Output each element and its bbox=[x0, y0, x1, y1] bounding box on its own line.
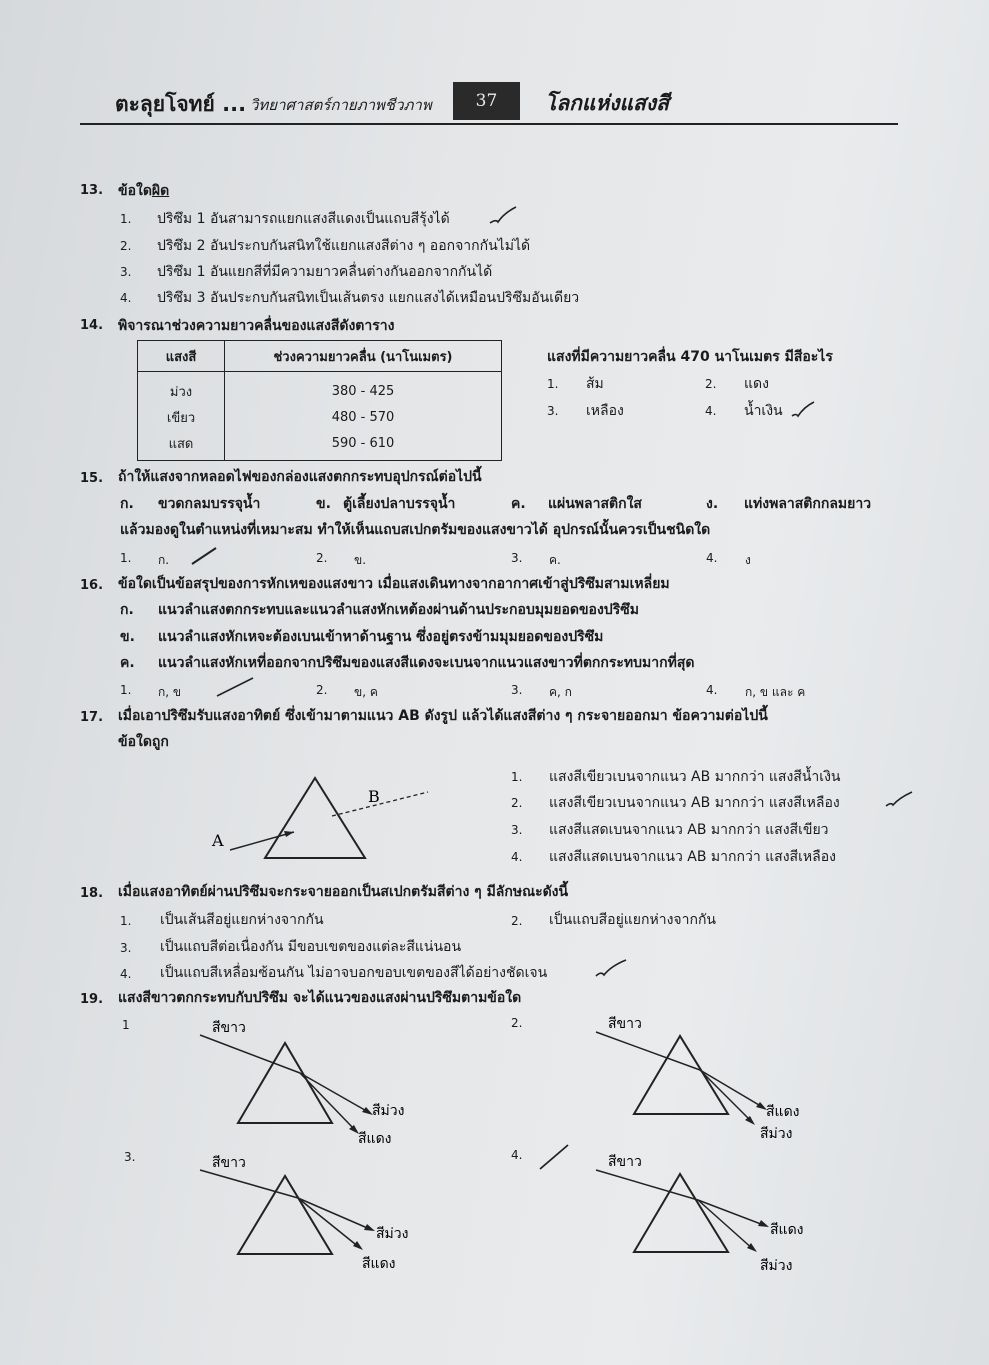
q13-option-number: 3. bbox=[120, 265, 132, 279]
table-cell: 380 - 425 bbox=[225, 372, 502, 405]
checkmark-icon bbox=[538, 1143, 570, 1171]
q15-text: ถ้าให้แสงจากหลอดไฟของกล่องแสงตกกระทบอุปกรณ์ต่อไปนี้ bbox=[118, 469, 482, 485]
q17-option-text: แสงสีแสดเบนจากแนว AB มากกว่า แสงสีเหลือง bbox=[549, 849, 836, 865]
book-title: ตะลุยโจทย์ ... bbox=[115, 92, 247, 116]
table-cell: 480 - 570 bbox=[225, 404, 502, 430]
q18-text: เมื่อแสงอาทิตย์ผ่านปริซึมจะกระจายออกเป็นสเปกตรัมสีต่าง ๆ มีลักษณะดังนี้ bbox=[118, 884, 569, 900]
q16-item-text: แนวลำแสงหักเหจะต้องเบนเข้าหาด้านฐาน ซึ่งอยู่ตรงข้ามมุมยอดของปริซึม bbox=[158, 629, 604, 645]
q13-option-number: 4. bbox=[120, 291, 132, 305]
q16-option-number: 4. bbox=[706, 683, 718, 697]
q17-text-2: ข้อใดถูก bbox=[118, 734, 169, 750]
page-number: 37 bbox=[453, 82, 520, 120]
upper-ray-label: สีแดง bbox=[770, 1222, 804, 1238]
arrow-icon bbox=[284, 831, 294, 837]
table-row bbox=[138, 372, 502, 405]
q15-option-text: ค. bbox=[549, 553, 561, 567]
upper-ray-label: สีแดง bbox=[766, 1104, 800, 1120]
table-cell: เขียว bbox=[138, 404, 225, 430]
white-light-ray bbox=[200, 1035, 300, 1073]
white-light-label: สีขาว bbox=[212, 1020, 246, 1036]
q14-text: พิจารณาช่วงความยาวคลื่นของแสงสีดังตาราง bbox=[118, 318, 395, 334]
q15-item-label: ค. bbox=[511, 496, 526, 512]
q13-option-text: ปริซึม 1 อันสามารถแยกแสงสีแดงเป็นแถบสีรุ้งได้ bbox=[157, 211, 450, 227]
q16-number: 16. bbox=[80, 578, 104, 593]
checkmark-icon bbox=[190, 546, 218, 568]
q16-item-label: ก. bbox=[120, 602, 134, 618]
q16-item-text: แนวลำแสงหักเหที่ออกจากปริซึมของแสงสีแดงจะเบนจากแนวแสงขาวที่ตกกระทบมากที่สุด bbox=[158, 655, 695, 671]
q15-item-label: ง. bbox=[706, 496, 719, 512]
q15-option-number: 1. bbox=[120, 551, 132, 565]
q16-option-number: 3. bbox=[511, 683, 523, 697]
q16-option-number: 2. bbox=[316, 683, 328, 697]
q15-item-text: ขวดกลมบรรจุน้ำ bbox=[158, 496, 261, 512]
label-b: B bbox=[368, 787, 380, 806]
arrow-icon bbox=[353, 1241, 363, 1250]
q15-option-text: ก. bbox=[158, 553, 170, 567]
checkmark-icon bbox=[215, 676, 255, 698]
checkmark-icon bbox=[488, 205, 518, 227]
prism-triangle bbox=[265, 778, 365, 858]
q17-number: 17. bbox=[80, 710, 104, 725]
q17-option-text: แสงสีเขียวเบนจากแนว AB มากกว่า แสงสีเหลือง bbox=[549, 795, 840, 811]
q17-option-number: 2. bbox=[511, 796, 523, 810]
table-row bbox=[138, 404, 502, 430]
q15-option-text: ข. bbox=[354, 553, 367, 567]
white-light-label: สีขาว bbox=[212, 1155, 246, 1171]
upper-ray-label: สีม่วง bbox=[372, 1103, 405, 1119]
lower-ray bbox=[298, 1198, 360, 1248]
prism-figure-2 bbox=[590, 1010, 840, 1145]
white-light-ray bbox=[200, 1170, 298, 1198]
upper-ray bbox=[298, 1198, 372, 1230]
checkmark-icon bbox=[594, 958, 628, 980]
q13-option-text: ปริซึม 3 อันประกบกันสนิทเป็นเส้นตรง แยกแสงได้เหมือนปริซึมอันเดียว bbox=[157, 290, 580, 306]
q14-option-number: 3. bbox=[547, 404, 559, 418]
q17-option-number: 3. bbox=[511, 823, 523, 837]
q18-option-text: เป็นแถบสีต่อเนื่องกัน มีขอบเขตของแต่ละสีแน่นอน bbox=[160, 939, 462, 955]
q17-option-number: 4. bbox=[511, 850, 523, 864]
q14-option-number: 2. bbox=[705, 377, 717, 391]
upper-ray bbox=[300, 1073, 370, 1113]
q18-option-text: เป็นแถบสีเหลื่อมซ้อนกัน ไม่อาจบอกขอบเขตของสีได้อย่างชัดเจน bbox=[160, 965, 548, 981]
table-header: แสงสี bbox=[138, 341, 225, 372]
q18-option-number: 4. bbox=[120, 967, 132, 981]
q18-option-number: 1. bbox=[120, 914, 132, 928]
q14-option-text: เหลือง bbox=[586, 403, 624, 419]
q18-number: 18. bbox=[80, 886, 104, 901]
subject-title: วิทยาศาสตร์กายภาพชีวภาพ bbox=[250, 96, 432, 114]
q17-option-number: 1. bbox=[511, 770, 523, 784]
upper-ray-label: สีม่วง bbox=[376, 1226, 409, 1242]
wavelength-table bbox=[137, 340, 502, 461]
q18-option-text: เป็นแถบสีอยู่แยกห่างจากกัน bbox=[549, 912, 717, 928]
q18-option-number: 3. bbox=[120, 941, 132, 955]
q14-question: แสงที่มีความยาวคลื่น 470 นาโนเมตร มีสีอะไร bbox=[547, 349, 833, 365]
q13-number: 13. bbox=[80, 183, 104, 198]
q17-text: เมื่อเอาปริซึมรับแสงอาทิตย์ ซึ่งเข้ามาตามแนว AB ดังรูป แล้วได้แสงสีต่าง ๆ กระจายออกมา ข้อความต่อไปนี้ bbox=[118, 708, 768, 724]
q13-option-number: 1. bbox=[120, 212, 132, 226]
q14-option-number: 1. bbox=[547, 377, 559, 391]
header-divider bbox=[80, 123, 898, 125]
q19-figure-number: 4. bbox=[511, 1148, 523, 1162]
incident-ray bbox=[230, 832, 294, 850]
table-cell: ม่วง bbox=[138, 372, 225, 405]
arrow-icon bbox=[758, 1220, 769, 1227]
white-light-label: สีขาว bbox=[608, 1154, 642, 1170]
q18-option-number: 2. bbox=[511, 914, 523, 928]
prism-diagram bbox=[200, 770, 440, 870]
prism-figure-3 bbox=[190, 1150, 440, 1280]
q15-item-text: แท่งพลาสติกกลมยาว bbox=[744, 496, 872, 512]
q15-option-text: ง bbox=[745, 553, 751, 567]
table-row bbox=[138, 430, 502, 461]
q16-item-label: ค. bbox=[120, 655, 135, 671]
table-cell: แสด bbox=[138, 430, 225, 461]
table-cell: 590 - 610 bbox=[225, 430, 502, 461]
q15-item-label: ข. bbox=[316, 496, 331, 512]
q16-option-text: ข, ค bbox=[354, 685, 378, 699]
white-light-ray bbox=[596, 1032, 700, 1070]
q14-number: 14. bbox=[80, 318, 104, 333]
lower-ray bbox=[698, 1200, 754, 1250]
prism-figure-4 bbox=[590, 1148, 840, 1283]
q17-option-text: แสงสีแสดเบนจากแนว AB มากกว่า แสงสีเขียว bbox=[549, 822, 829, 838]
q15-item-label: ก. bbox=[120, 496, 134, 512]
q15-text-2: แล้วมองดูในตำแหน่งที่เหมาะสม ทำให้เห็นแถบสเปกตรัมของแสงขาวได้ อุปกรณ์นั้นควรเป็นชนิดใด bbox=[120, 522, 711, 538]
q19-figure-number: 2. bbox=[511, 1016, 523, 1030]
lower-ray-label: สีม่วง bbox=[760, 1258, 793, 1274]
white-light-ray bbox=[596, 1170, 698, 1200]
arrow-icon bbox=[364, 1224, 375, 1231]
q16-option-text: ก, ข และ ค bbox=[745, 685, 806, 699]
q14-option-number: 4. bbox=[705, 404, 717, 418]
q16-item-text: แนวลำแสงตกกระทบและแนวลำแสงหักเหต้องผ่านด้านประกอบมุมยอดของปริซึม bbox=[158, 602, 639, 618]
q16-option-number: 1. bbox=[120, 683, 132, 697]
q16-option-text: ก, ข bbox=[158, 685, 182, 699]
q14-option-text: ส้ม bbox=[586, 376, 604, 392]
q16-option-text: ค, ก bbox=[549, 685, 572, 699]
label-a: A bbox=[212, 831, 224, 850]
lower-ray-label: สีแดง bbox=[358, 1131, 392, 1147]
q14-option-text: น้ำเงิน bbox=[744, 403, 783, 419]
q19-figure-number: 1 bbox=[122, 1018, 130, 1032]
checkmark-icon bbox=[790, 400, 816, 420]
dashed-ray bbox=[332, 792, 428, 816]
q19-figure-number: 3. bbox=[124, 1150, 136, 1164]
prism-figure-1 bbox=[190, 1015, 440, 1150]
q18-option-text: เป็นเส้นสีอยู่แยกห่างจากกัน bbox=[160, 912, 324, 928]
q19-number: 19. bbox=[80, 992, 104, 1007]
q15-option-number: 4. bbox=[706, 551, 718, 565]
q13-option-text: ปริซึม 1 อันแยกสีที่มีความยาวคลื่นต่างกันออกจากกันได้ bbox=[157, 264, 493, 280]
lower-ray-label: สีม่วง bbox=[760, 1126, 793, 1142]
q15-item-text: แผ่นพลาสติกใส bbox=[548, 496, 642, 512]
table-header: ช่วงความยาวคลื่น (นาโนเมตร) bbox=[225, 341, 502, 372]
white-light-label: สีขาว bbox=[608, 1016, 642, 1032]
checkmark-icon bbox=[884, 790, 914, 810]
q15-option-number: 2. bbox=[316, 551, 328, 565]
q15-item-text: ตู้เลี้ยงปลาบรรจุน้ำ bbox=[343, 496, 456, 512]
prism-triangle bbox=[634, 1036, 728, 1114]
q13-option-text: ปริซึม 2 อันประกบกันสนิทใช้แยกแสงสีต่าง ๆ ออกจากกันไม่ได้ bbox=[157, 238, 531, 254]
q16-text: ข้อใดเป็นข้อสรุปของการหักเหของแสงขาว เมื่อแสงเดินทางจากอากาศเข้าสู่ปริซึมสามเหลี่ยม bbox=[118, 576, 670, 592]
lower-ray-label: สีแดง bbox=[362, 1256, 396, 1272]
q13-text: ข้อใดผิด bbox=[118, 183, 170, 199]
q14-option-text: แดง bbox=[744, 376, 769, 392]
upper-ray bbox=[698, 1200, 766, 1226]
q13-option-number: 2. bbox=[120, 239, 132, 253]
q15-option-number: 3. bbox=[511, 551, 523, 565]
chapter-title: โลกแห่งแสงสี bbox=[545, 91, 669, 115]
q17-option-text: แสงสีเขียวเบนจากแนว AB มากกว่า แสงสีน้ำเงิน bbox=[549, 769, 841, 785]
q16-item-label: ข. bbox=[120, 629, 135, 645]
q19-text: แสงสีขาวตกกระทบกับปริซึม จะได้แนวของแสงผ่านปริซึมตามข้อใด bbox=[118, 990, 522, 1006]
q15-number: 15. bbox=[80, 471, 104, 486]
